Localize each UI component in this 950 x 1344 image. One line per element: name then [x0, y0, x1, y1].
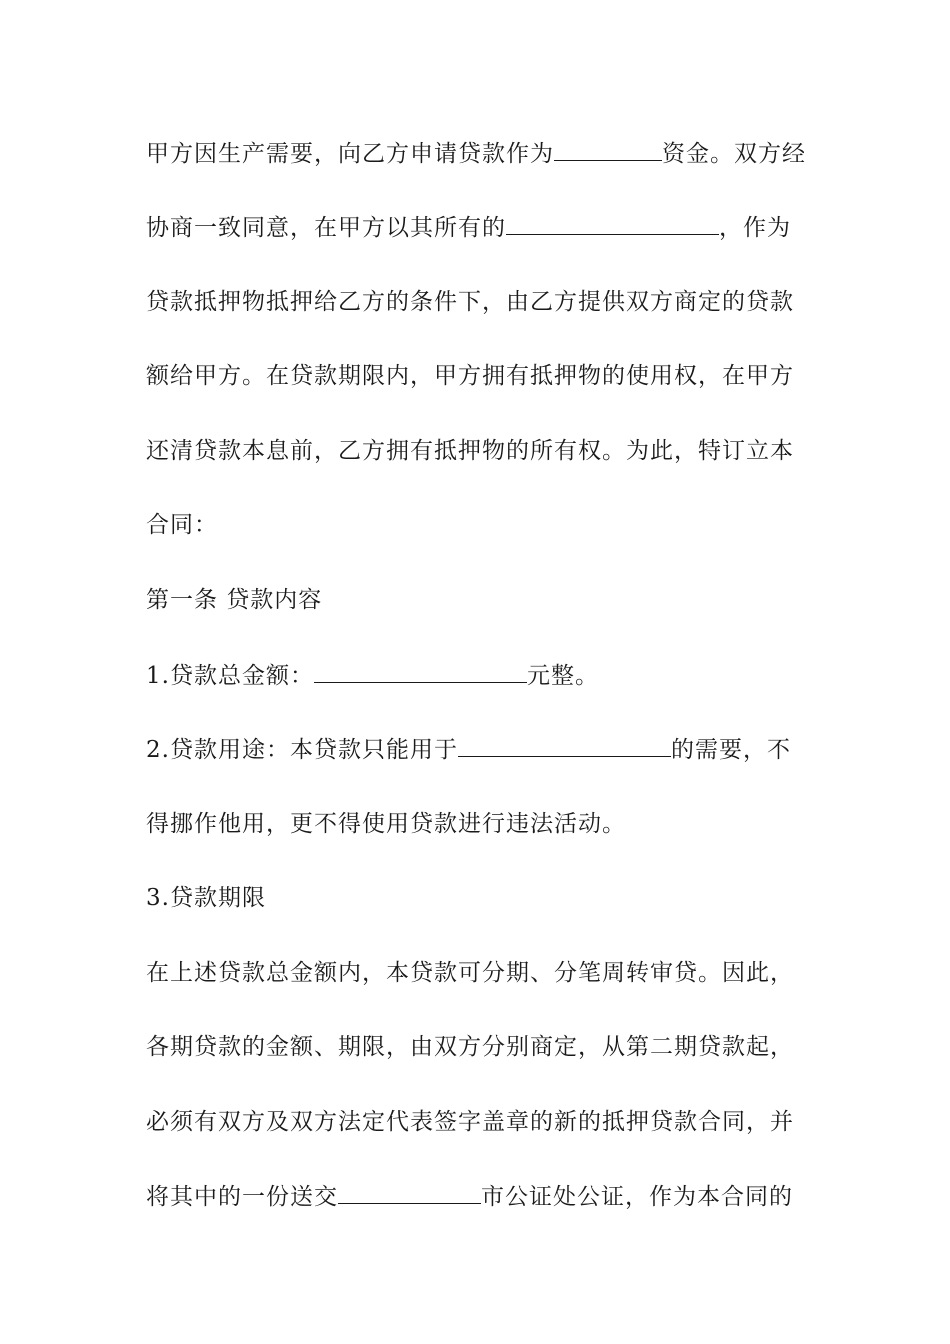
paragraph-line: 在上述贷款总金额内，本贷款可分期、分笔周转审贷。因此， [146, 960, 794, 986]
line-text: 市公证处公证，作为本合同的 [481, 1184, 793, 1210]
paragraph-line: 还清贷款本息前，乙方拥有抵押物的所有权。为此，特订立本 [146, 438, 794, 464]
line-text: 资金。双方经 [662, 141, 806, 167]
section-heading: 第一条 贷款内容 [146, 587, 323, 613]
line-text: 1.贷款总金额： [146, 663, 314, 689]
fill-in-blank-city[interactable] [338, 1181, 481, 1204]
line-text: 甲方因生产需要，向乙方申请贷款作为 [146, 141, 554, 167]
clause-item: 3.贷款期限 [146, 885, 266, 911]
paragraph-line [146, 138, 806, 169]
fill-in-blank-amount[interactable] [314, 660, 527, 683]
clause-item [146, 734, 806, 765]
paragraph-line: 额给甲方。在贷款期限内，甲方拥有抵押物的使用权，在甲方 [146, 363, 794, 389]
paragraph-line: 各期贷款的金额、期限，由双方分别商定，从第二期贷款起， [146, 1034, 794, 1060]
line-text: 的需要，不 [670, 737, 791, 763]
paragraph-line: 得挪作他用，更不得使用贷款进行违法活动。 [146, 811, 626, 837]
paragraph-line: 必须有双方及双方法定代表签字盖章的新的抵押贷款合同，并 [146, 1109, 794, 1135]
paragraph-line [146, 212, 806, 243]
paragraph-line [146, 1181, 806, 1212]
fill-in-blank-collateral[interactable] [506, 212, 719, 235]
line-text: 元整。 [526, 663, 599, 689]
paragraph-line: 贷款抵押物抵押给乙方的条件下，由乙方提供双方商定的贷款 [146, 289, 794, 315]
line-text: ，作为 [719, 215, 791, 241]
fill-in-blank-purpose[interactable] [554, 138, 662, 161]
line-text: 协商一致同意，在甲方以其所有的 [146, 215, 506, 241]
clause-item [146, 660, 806, 691]
fill-in-blank-usage[interactable] [458, 734, 671, 757]
paragraph-line: 合同： [146, 512, 218, 538]
line-text: 将其中的一份送交 [146, 1184, 338, 1210]
line-text: 2.贷款用途：本贷款只能用于 [146, 737, 458, 763]
